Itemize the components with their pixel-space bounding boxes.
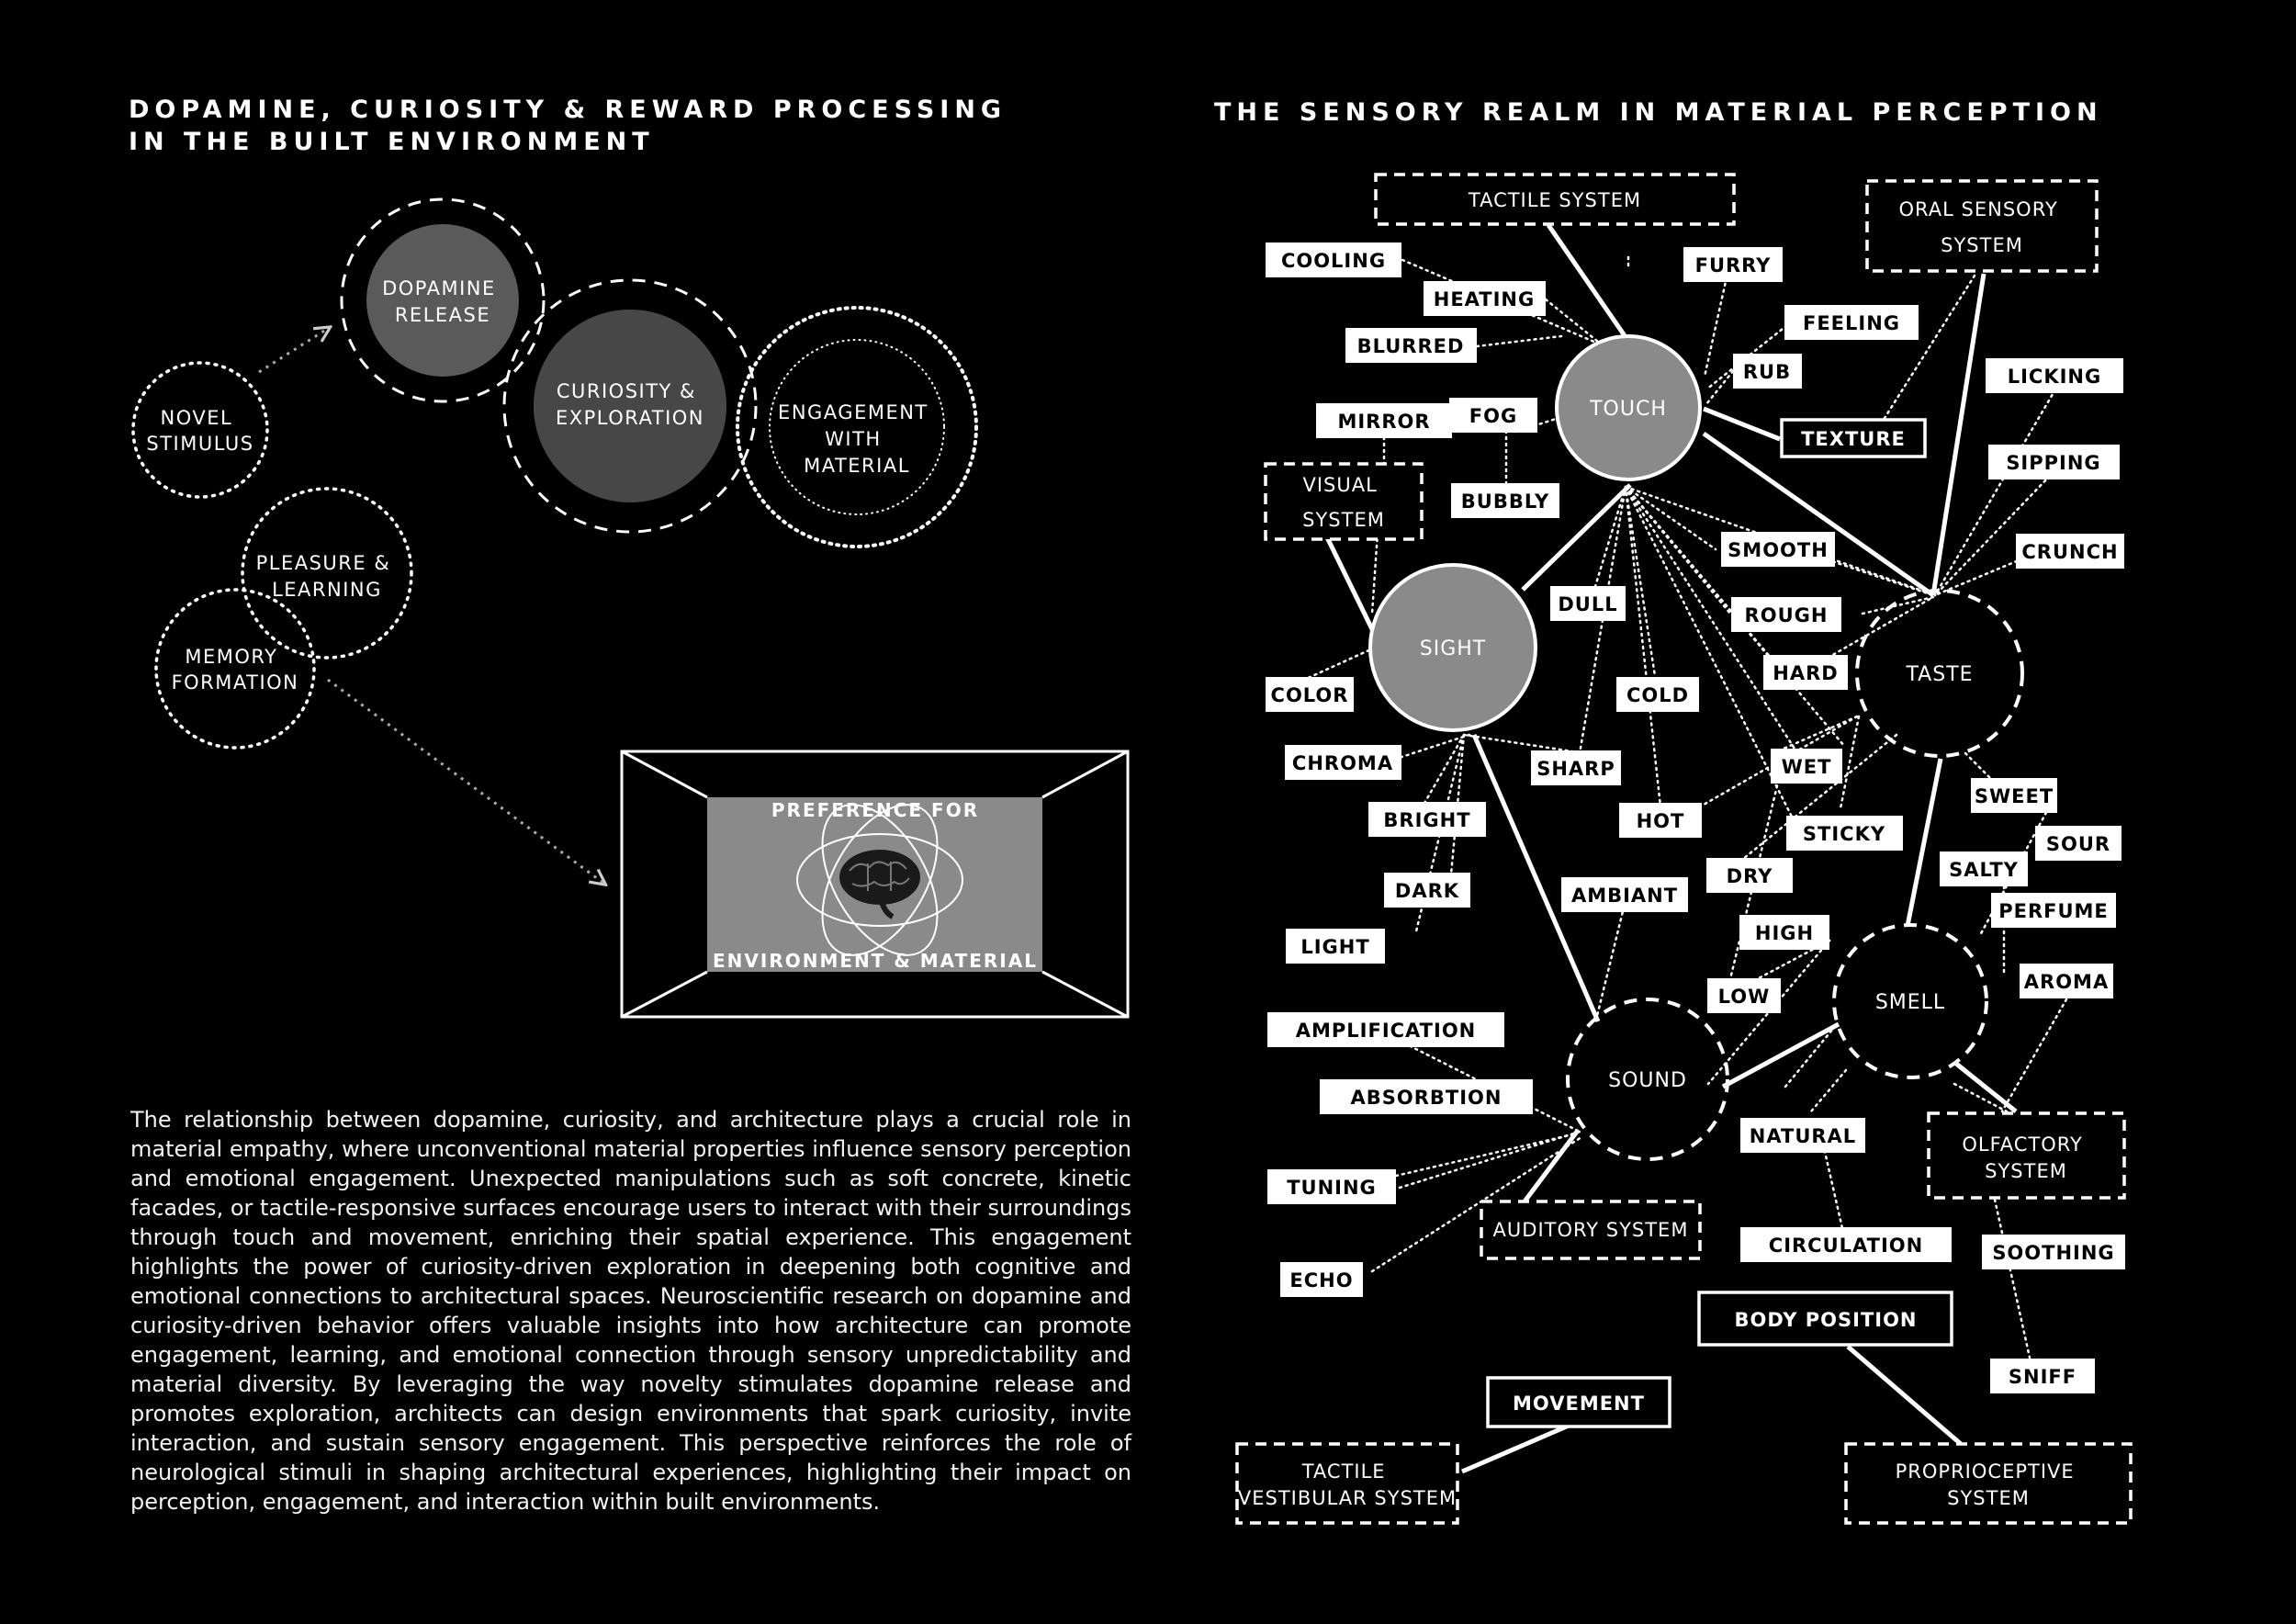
tag-heating: HEATING <box>1433 288 1536 310</box>
vestibular-system-box <box>1237 1444 1458 1523</box>
arrow-memory-to-preference <box>328 680 604 884</box>
tag-echo: ECHO <box>1289 1269 1354 1291</box>
tag-wet: WET <box>1781 756 1832 778</box>
tag-smooth: SMOOTH <box>1728 539 1829 561</box>
tactile-system-label: TACTILE SYSTEM <box>1468 189 1642 211</box>
preference-top-label: PREFERENCE FOR <box>771 799 980 821</box>
sensory-diagram <box>1237 175 2131 1523</box>
dopamine-release-circle <box>366 224 519 377</box>
tag-sipping: SIPPING <box>2006 452 2101 474</box>
tag-hot: HOT <box>1636 810 1685 832</box>
curiosity-exploration-circle <box>534 310 726 502</box>
left-title-line-1: DOPAMINE, CURIOSITY & REWARD PROCESSING <box>129 96 1007 124</box>
novel-stimulus-label: NOVEL STIMULUS <box>146 407 254 455</box>
tag-chroma: CHROMA <box>1291 752 1394 774</box>
sight-label: SIGHT <box>1419 637 1487 660</box>
tag-cooling: COOLING <box>1280 250 1387 272</box>
smell-label: SMELL <box>1874 991 1946 1014</box>
memory-formation-circle <box>156 590 314 748</box>
tag-dry: DRY <box>1726 865 1773 887</box>
tag-mirror: MIRROR <box>1337 411 1431 433</box>
tag-sharp: SHARP <box>1536 758 1615 780</box>
tag-blurred: BLURRED <box>1356 335 1465 357</box>
tag-furry: FURRY <box>1694 254 1772 276</box>
left-title-line-2: IN THE BUILT ENVIRONMENT <box>129 128 655 156</box>
tag-low: LOW <box>1717 986 1771 1008</box>
tag-sticky: STICKY <box>1802 823 1886 845</box>
tag-fog: FOG <box>1469 405 1518 427</box>
tag-cold: COLD <box>1626 684 1690 706</box>
oral-system-label: ORAL SENSORY SYSTEM <box>1898 198 2058 256</box>
tag-ambiant: AMBIANT <box>1570 885 1679 907</box>
memory-formation-label: MEMORY FORMATION <box>171 646 299 694</box>
body-position-label: BODY POSITION <box>1734 1309 1918 1331</box>
olfactory-system-box <box>1929 1113 2124 1198</box>
tag-bubbly: BUBBLY <box>1460 491 1550 513</box>
tag-sweet: SWEET <box>1974 785 2054 807</box>
auditory-system-label: AUDITORY SYSTEM <box>1492 1219 1689 1241</box>
pleasure-learning-label: PLEASURE & LEARNING <box>255 552 391 601</box>
texture-label: TEXTURE <box>1801 428 1906 450</box>
tag-bright: BRIGHT <box>1383 809 1471 831</box>
tag-dark: DARK <box>1394 880 1460 902</box>
right-title: THE SENSORY REALM IN MATERIAL PERCEPTION <box>1214 98 2103 127</box>
vestibular-system-label: TACTILE VESTIBULAR SYSTEM <box>1237 1460 1458 1509</box>
engagement-inner-ring <box>770 340 944 514</box>
movement-label: MOVEMENT <box>1513 1393 1645 1415</box>
engagement-label: ENGAGEMENT WITH MATERIAL <box>778 401 929 477</box>
olfactory-system-label: OLFACTORY SYSTEM <box>1962 1133 2083 1182</box>
tag-soothing: SOOTHING <box>1992 1242 2115 1264</box>
tag-sniff: SNIFF <box>2008 1366 2077 1388</box>
tag-salty: SALTY <box>1949 859 2019 881</box>
tag-circulation: CIRCULATION <box>1768 1235 1924 1257</box>
sound-label: SOUND <box>1608 1069 1687 1092</box>
tag-feeling: FEELING <box>1802 312 1901 334</box>
preference-bottom-label: ENVIRONMENT & MATERIAL <box>713 950 1038 972</box>
tag-high: HIGH <box>1754 922 1815 944</box>
touch-label: TOUCH <box>1590 398 1667 421</box>
tag-sour: SOUR <box>2045 833 2111 855</box>
body-paragraph: The relationship between dopamine, curiosity, and architecture plays a crucial role in material empathy, where unconventional material properties influence sensory perception and emotional engagement. Unexpected manipulations such as soft concrete, kinetic facades, or tactile-responsive surfaces encourage users to interact with their surroundings through touch and movement, enriching their spatial experience. This engagement highlights the power of curiosity-driven exploration in deepening both cognitive and emotional connections to architectural spaces. Neuroscientific research on dopamine and curiosity-driven behavior offers valuable insights into how architecture can promote engagement, learning, and emotional connection through sensory unpredictability and material diversity. By leveraging the way novelty stimulates dopamine release and promotes exploration, architects can design environments that spark curiosity, invite interaction, and sustain sensory engagement. This perspective reinforces the role of neurological stimuli in shaping architectural experiences, highlighting their impact on perception, engagement, and interaction within built environments. <box>130 1107 1131 1515</box>
tag-amplification: AMPLIFICATION <box>1295 1020 1477 1042</box>
proprioceptive-system-box <box>1846 1444 2131 1523</box>
tag-hard: HARD <box>1773 662 1839 684</box>
visual-system-label: VISUAL SYSTEM <box>1302 474 1385 531</box>
tag-dull: DULL <box>1558 593 1618 615</box>
engagement-outer-ring <box>737 308 976 547</box>
tag-licking: LICKING <box>2007 366 2102 388</box>
tag-perfume: PERFUME <box>1998 900 2109 922</box>
tag-crunch: CRUNCH <box>2021 541 2119 563</box>
tag-natural: NATURAL <box>1749 1125 1857 1147</box>
oral-system-box <box>1867 181 2097 271</box>
tag-color: COLOR <box>1270 684 1349 706</box>
novel-stimulus-circle <box>133 363 267 497</box>
curiosity-exploration-label: CURIOSITY & EXPLORATION <box>555 380 705 429</box>
tag-rough: ROUGH <box>1744 604 1829 626</box>
taste-label: TASTE <box>1906 663 1974 686</box>
tag-aroma: AROMA <box>2023 971 2110 993</box>
tag-rub: RUB <box>1742 361 1792 383</box>
preference-room <box>622 751 1128 1017</box>
tag-absorbtion: ABSORBTION <box>1350 1087 1503 1109</box>
tag-light: LIGHT <box>1300 936 1370 958</box>
proprioceptive-system-label: PROPRIOCEPTIVE SYSTEM <box>1895 1460 2075 1509</box>
tag-tuning: TUNING <box>1287 1177 1377 1199</box>
dopamine-release-label: DOPAMINE RELEASE <box>382 277 496 326</box>
dopamine-diagram <box>133 199 1128 1017</box>
arrow-novel-to-dopamine <box>259 328 329 372</box>
